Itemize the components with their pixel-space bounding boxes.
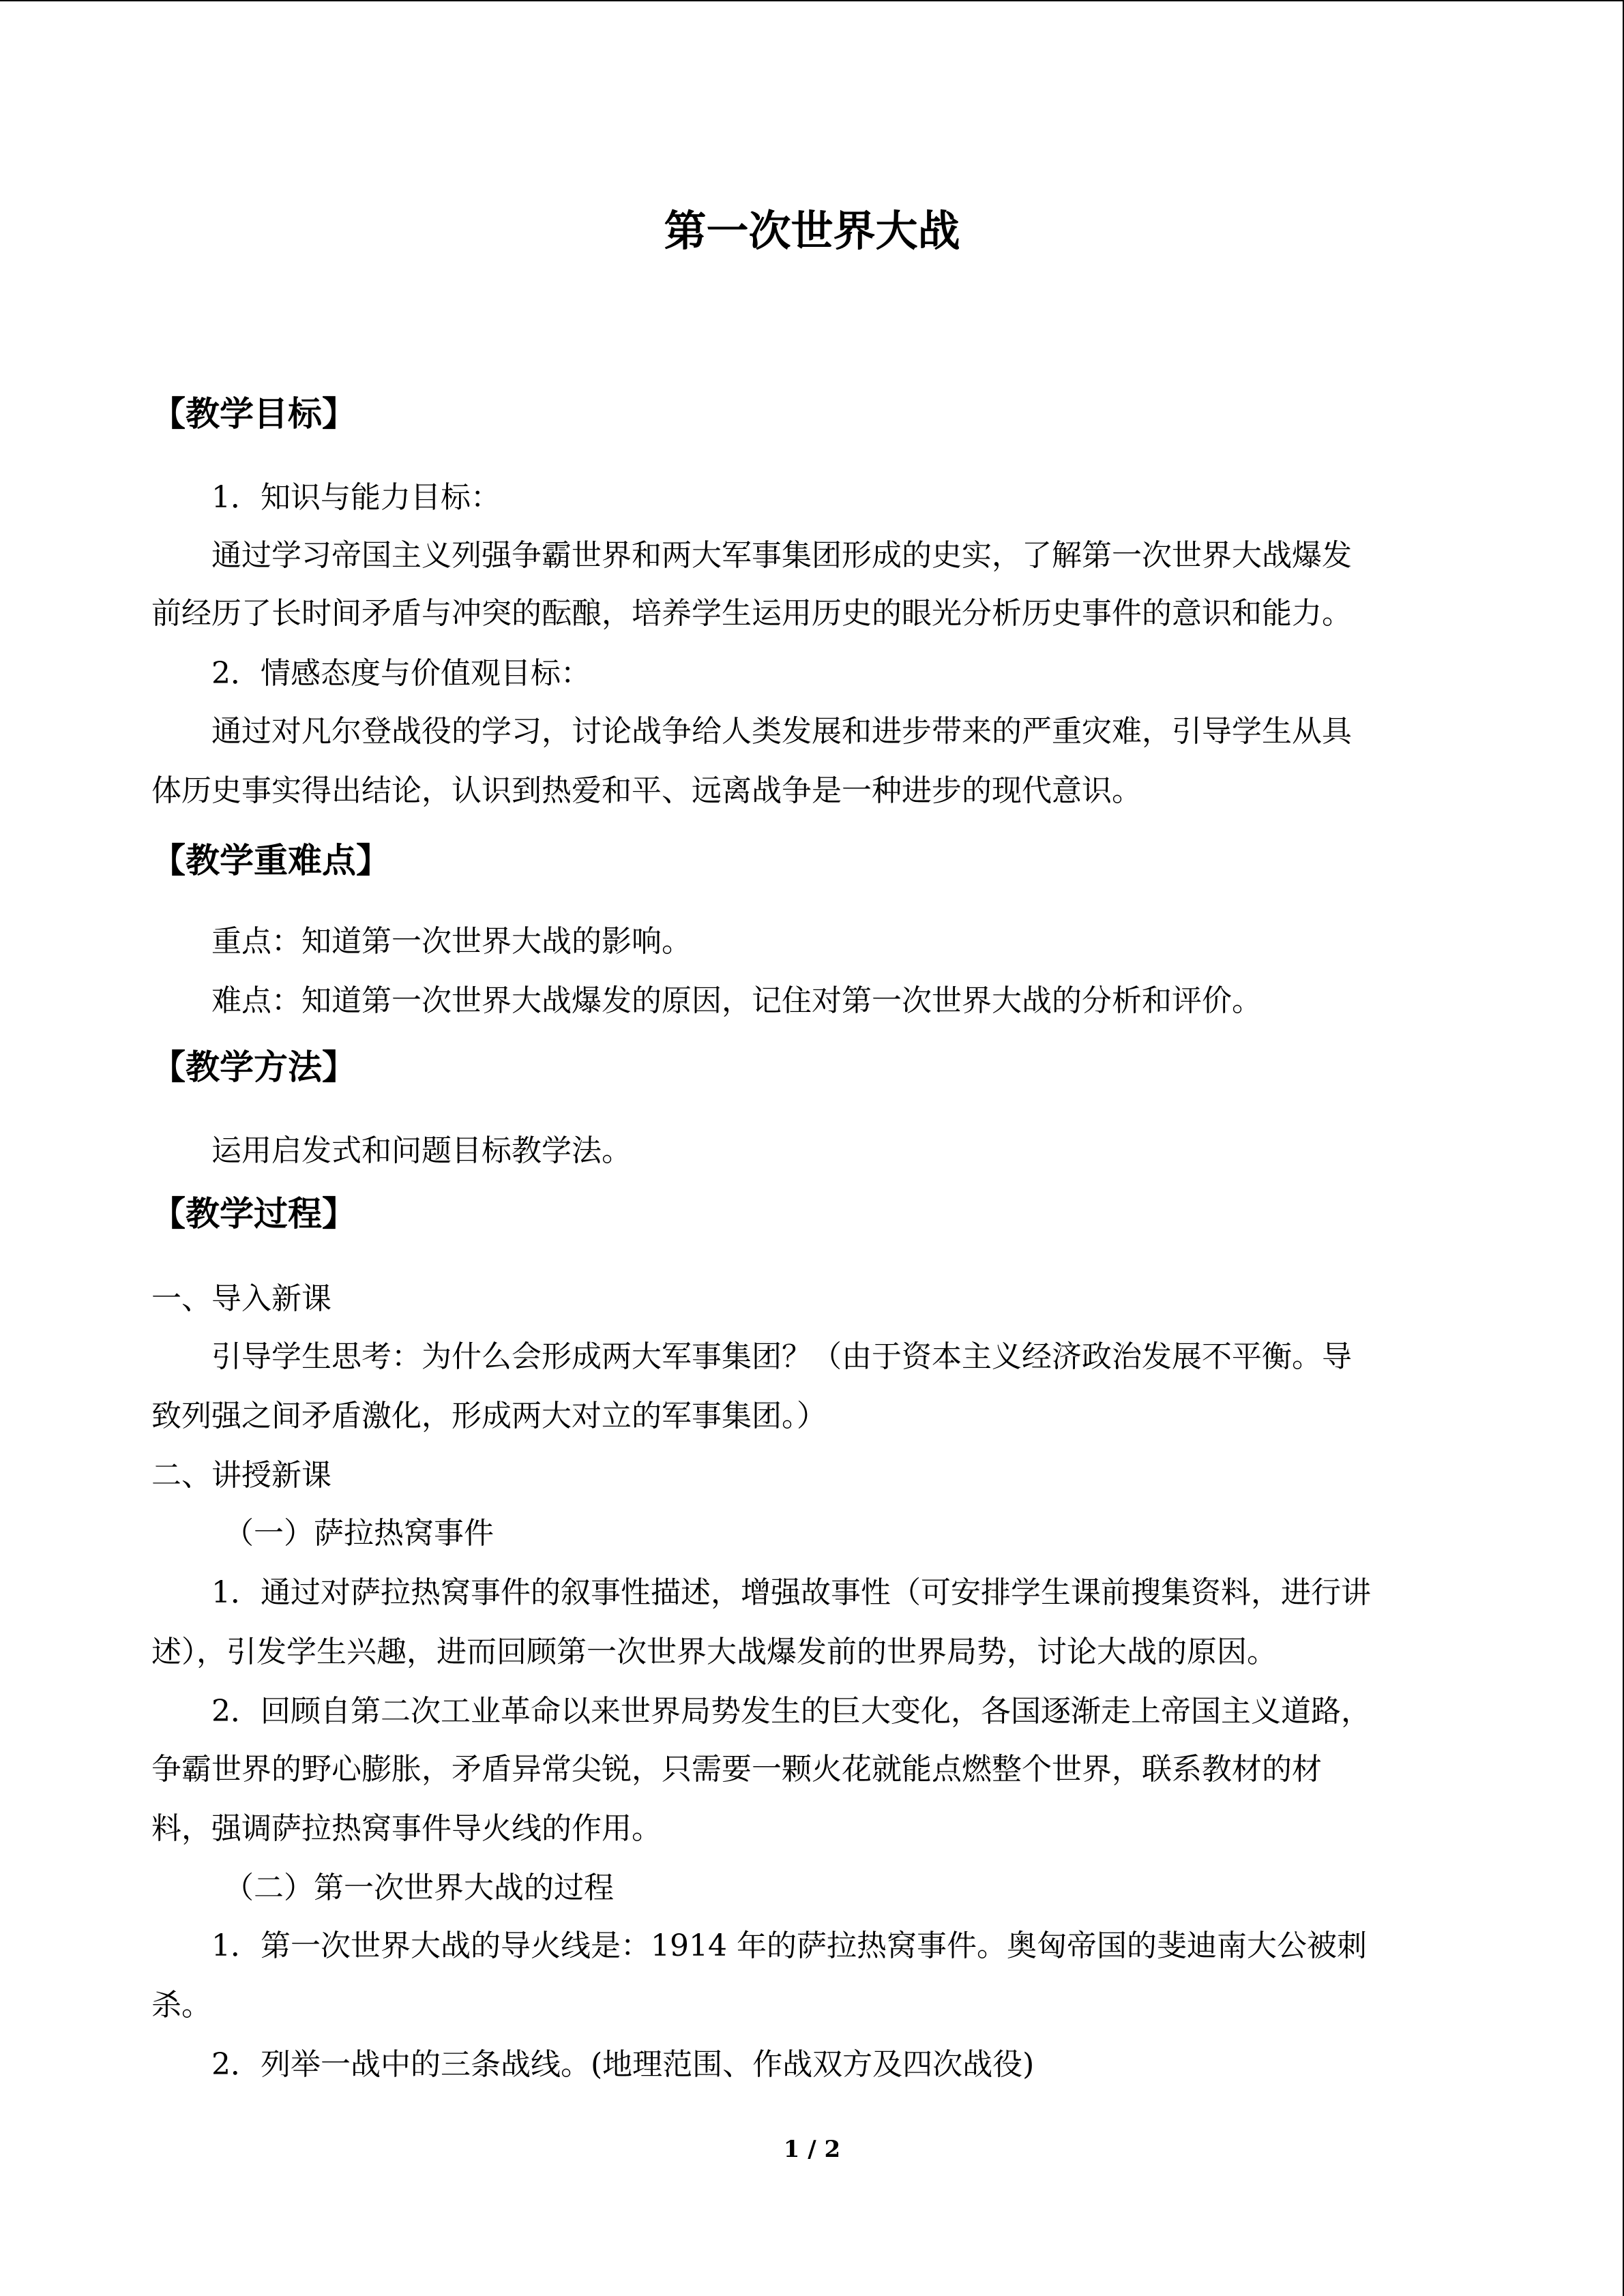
goals-item2-line2: 体历史事实得出结论，认识到热爱和平、远离战争是一种进步的现代意识。 <box>151 773 1142 808</box>
page-number: 1 / 2 <box>783 2136 841 2163</box>
sub1-p1-line2: 述），引发学生兴趣，进而回顾第一次世界大战爆发前的世界局势，讨论大战的原因。 <box>151 1635 1277 1669</box>
method-text: 运用启发式和问题目标教学法。 <box>211 1133 632 1168</box>
sub2-p1-line2: 杀。 <box>151 1988 211 2023</box>
goals-item2-label: 2．情感态度与价值观目标： <box>211 656 591 691</box>
process-part1-line2: 致列强之间矛盾激化，形成两大对立的军事集团。） <box>151 1399 827 1433</box>
goals-item1-line1: 通过学习帝国主义列强争霸世界和两大军事集团形成的史实，了解第一次世界大战爆发 <box>211 538 1352 573</box>
section-heading-method: 【教学方法】 <box>151 1047 356 1087</box>
goals-item1-line2: 前经历了长时间矛盾与冲突的酝酿，培养学生运用历史的眼光分析历史事件的意识和能力。 <box>151 596 1352 631</box>
process-sub1-label: （一）萨拉热窝事件 <box>224 1516 494 1551</box>
key-point-text: 重点：知道第一次世界大战的影响。 <box>211 924 692 959</box>
process-part1-line1: 引导学生思考：为什么会形成两大军事集团？（由于资本主义经济政治发展不平衡。导 <box>211 1339 1352 1374</box>
process-part1-label: 一、导入新课 <box>151 1281 331 1316</box>
sub2-p2: 2．列举一战中的三条战线。(地理范围、作战双方及四次战役) <box>211 2047 1035 2082</box>
goals-item2-line1: 通过对凡尔登战役的学习，讨论战争给人类发展和进步带来的严重灾难，引导学生从具 <box>211 714 1352 749</box>
sub1-p2-line3: 料，强调萨拉热窝事件导火线的作用。 <box>151 1811 662 1846</box>
sub1-p1-line1: 1．通过对萨拉热窝事件的叙事性描述，增强故事性（可安排学生课前搜集资料，进行讲 <box>211 1575 1371 1610</box>
section-heading-key-points: 【教学重难点】 <box>151 840 390 880</box>
process-part2-label: 二、讲授新课 <box>151 1458 331 1493</box>
sub2-p1-line1: 1．第一次世界大战的导火线是：1914 年的萨拉热窝事件。奥匈帝国的斐迪南大公被刺 <box>211 1928 1367 1963</box>
document-title: 第一次世界大战 <box>664 206 960 256</box>
section-heading-process: 【教学过程】 <box>151 1193 356 1234</box>
section-heading-goals: 【教学目标】 <box>151 393 356 434</box>
goals-item1-label: 1．知识与能力目标： <box>211 480 501 515</box>
sub1-p2-line2: 争霸世界的野心膨胀，矛盾异常尖锐，只需要一颗火花就能点燃整个世界，联系教材的材 <box>151 1752 1322 1787</box>
sub1-p2-line1: 2．回顾自第二次工业革命以来世界局势发生的巨大变化，各国逐渐走上帝国主义道路， <box>211 1694 1371 1729</box>
process-sub2-label: （二）第一次世界大战的过程 <box>224 1870 614 1905</box>
difficult-point-text: 难点：知道第一次世界大战爆发的原因，记住对第一次世界大战的分析和评价。 <box>211 983 1262 1018</box>
